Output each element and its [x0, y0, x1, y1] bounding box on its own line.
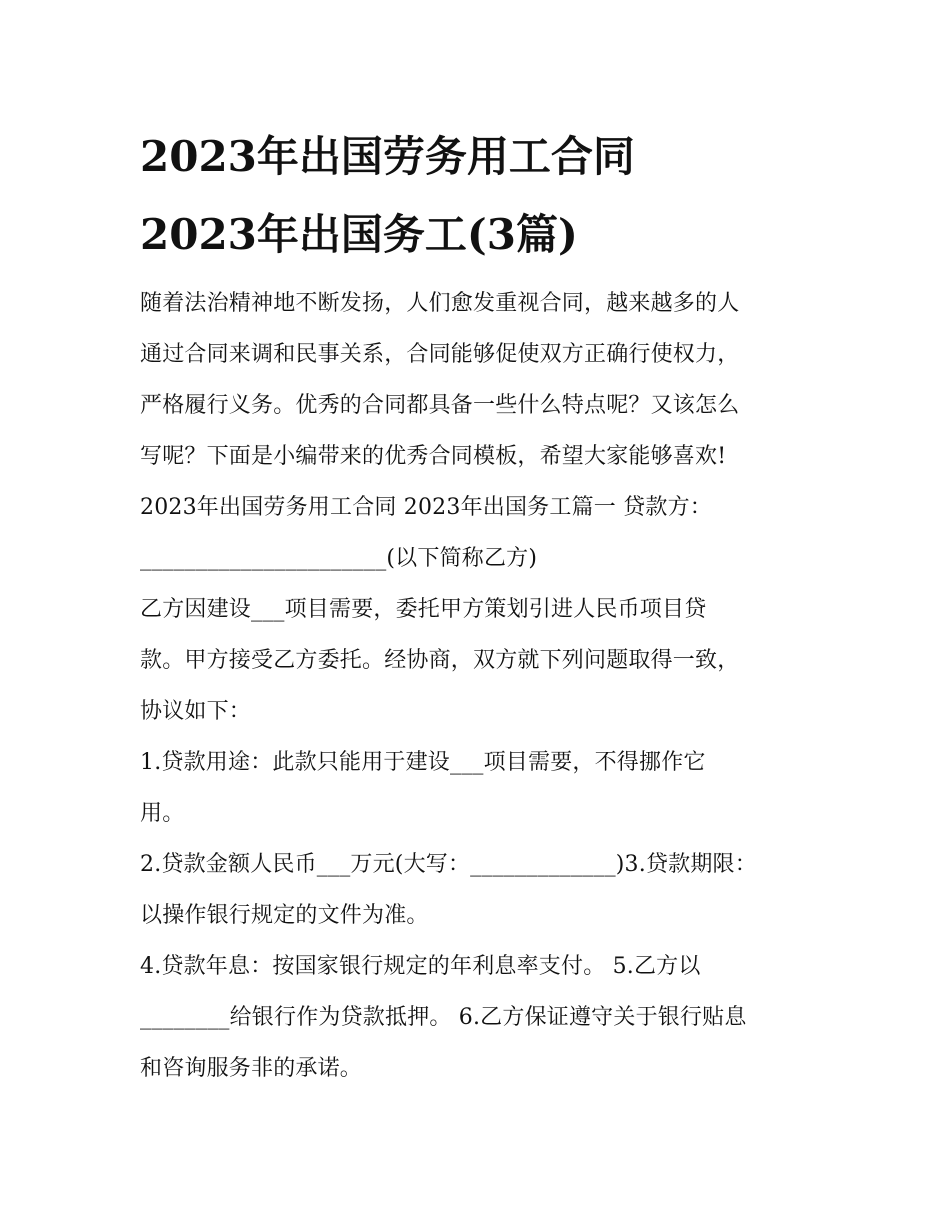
body-line: 2.贷款金额人民币___万元(大写：_____________)3.贷款期限： [140, 852, 757, 877]
body-line: 2023年出国劳务用工合同 2023年出国务工篇一 贷款方： [140, 495, 712, 520]
body-line: 4.贷款年息：按国家银行规定的年利息率支付。 5.乙方以 [140, 954, 701, 979]
body-line: 协议如下： [140, 699, 252, 724]
body-line: 和咨询服务非的承诺。 [140, 1056, 363, 1081]
body-line: ________给银行作为贷款抵押。 6.乙方保证遵守关于银行贴息 [140, 1005, 747, 1030]
body-line: 严格履行义务。优秀的合同都具备一些什么特点呢？又该怎么 [140, 393, 740, 418]
document-title [140, 118, 820, 274]
body-line: 通过合同来调和民事关系，合同能够促使双方正确行使权力， [140, 342, 740, 367]
body-line: 1.贷款用途：此款只能用于建设___项目需要，不得挪作它 [140, 750, 706, 775]
body-line: 随着法治精神地不断发扬，人们愈发重视合同，越来越多的人 [140, 291, 740, 316]
body-line: 以操作银行规定的文件为准。 [140, 903, 429, 928]
body-line: 乙方因建设___项目需要，委托甲方策划引进人民币项目贷 [140, 597, 707, 622]
body-line: 款。甲方接受乙方委托。经协商，双方就下列问题取得一致， [140, 648, 740, 673]
body-line: 用。 [140, 801, 185, 826]
document-page [140, 118, 820, 1094]
title-line-1: 2023年出国劳务用工合同 [140, 132, 635, 181]
document-body [140, 278, 820, 1094]
body-line: 写呢？下面是小编带来的优秀合同模板，希望大家能够喜欢! [140, 444, 727, 469]
title-line-2: 2023年出国务工(3篇) [140, 210, 578, 259]
body-line: ______________________(以下简称乙方) [140, 546, 538, 571]
